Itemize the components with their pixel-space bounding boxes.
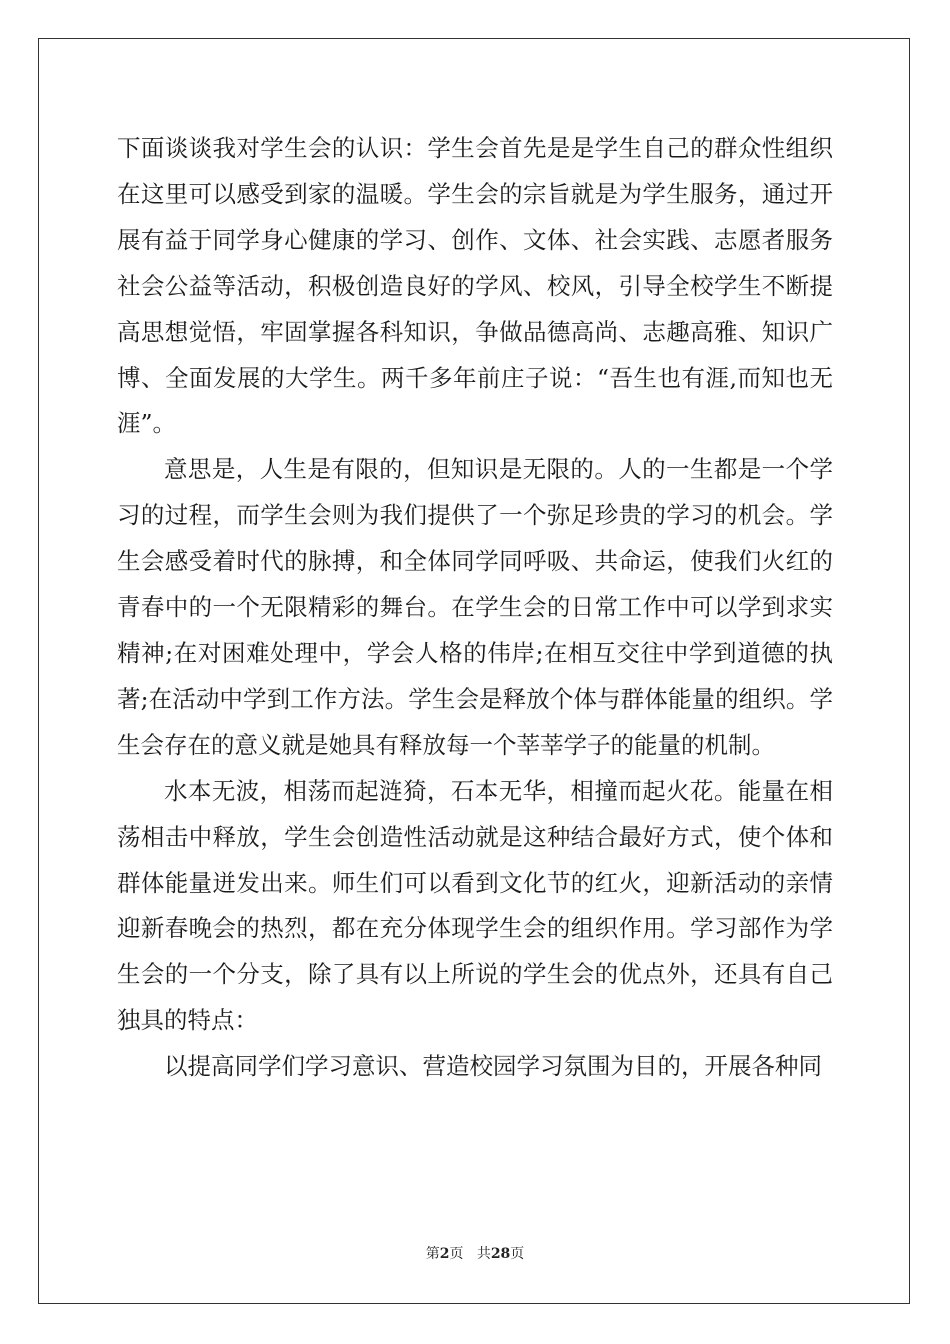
paragraph-3: 水本无波，相荡而起涟猗，石本无华，相撞而起火花。能量在相荡相击中释放，学生会创造性活动就是这种结合最好方式，使个体和群体能量迸发出来。师生们可以看到文化节的红火，迎新活动的亲情迎新春晚会的热烈，都在充分体现学生会的组织作用。学习部作为学生会的一个分支，除了具有以上所说的学生会的优点外，还具有自己独具的特点： xyxy=(117,776,833,1035)
footer-page-suffix: 页 xyxy=(449,1246,464,1262)
footer-total-prefix: 共 xyxy=(476,1246,491,1262)
footer-total-suffix: 页 xyxy=(510,1246,525,1262)
paragraph-1: 下面谈谈我对学生会的认识：学生会首先是是学生自己的群众性组织在这里可以感受到家的温暖。学生会的宗旨就是为学生服务，通过开展有益于同学身心健康的学习、创作、文体、社会实践、志愿者服务社会公益等活动，积极创造良好的学风、校风，引导全校学生不断提高思想觉悟，牢固掌握各科知识，争做品德高尚、志趣高雅、知识广博、全面发展的大学生。两千多年前庄子说：“吾生也有涯,而知也无涯”。 xyxy=(117,134,833,438)
footer-total-pages: 28 xyxy=(490,1246,511,1262)
paragraph-2: 意思是，人生是有限的，但知识是无限的。人的一生都是一个学习的过程，而学生会则为我们提供了一个弥足珍贵的学习的机会。学生会感受着时代的脉搏，和全体同学同呼吸、共命运，使我们火红的青春中的一个无限精彩的舞台。在学生会的日常工作中可以学到求实精神;在对困难处理中，学会人格的伟岸;在相互交往中学到道德的执著;在活动中学到工作方法。学生会是释放个体与群体能量的组织。学生会存在的意义就是她具有释放每一个莘莘学子的能量的机制。 xyxy=(117,455,833,759)
footer-page-number: 2 xyxy=(439,1246,450,1262)
document-body xyxy=(117,126,833,1090)
footer-page-prefix: 第 xyxy=(425,1246,440,1262)
page-footer xyxy=(0,1243,950,1263)
paragraph-4: 以提高同学们学习意识、营造校园学习氛围为目的，开展各种同 xyxy=(164,1052,822,1081)
